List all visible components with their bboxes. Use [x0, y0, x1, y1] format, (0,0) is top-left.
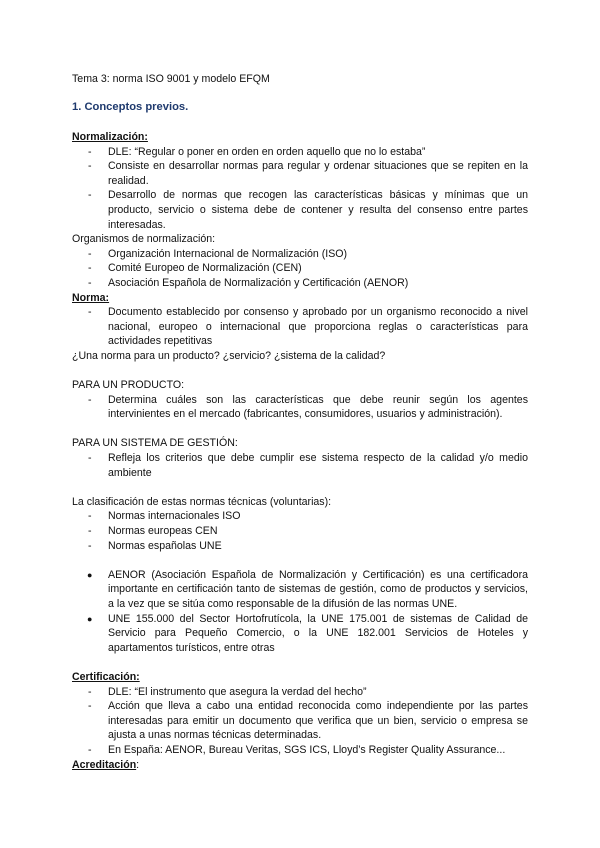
- list-item: - Determina cuáles son las características que debe reunir según los agentes intervinientes en el mercado (fabricantes, consumidores, usuarios y administración).: [88, 393, 528, 421]
- dash-marker: -: [88, 539, 92, 552]
- list-item: - Comité Europeo de Normalización (CEN): [88, 262, 302, 275]
- dash-marker: -: [88, 189, 92, 202]
- heading-acreditacion: Acreditación: [72, 758, 137, 771]
- list-item: - En España: AENOR, Bureau Veritas, SGS ICS, Lloyd’s Register Quality Assurance...: [88, 743, 506, 756]
- dash-marker: -: [88, 452, 92, 465]
- bullet-item: ● UNE 155.000 del Sector Hortofrutícola, la UNE 175.001 de sistemas de Calidad de Servicio para Pequeño Comercio, o la UNE 182.001 Servicios de Hoteles y apartamentos turísticos, entre otras: [87, 612, 528, 654]
- bullet-marker: ●: [87, 613, 93, 624]
- bullet-marker: ●: [87, 569, 93, 580]
- dash-marker: -: [88, 685, 92, 698]
- list-item: - DLE: “Regular o poner en orden en orden aquello que no lo estaba”: [88, 145, 426, 158]
- organismos-label: Organismos de normalización:: [72, 233, 216, 246]
- clasificacion-list: [72, 509, 528, 553]
- norma-question: ¿Una norma para un producto? ¿servicio? ¿sistema de la calidad?: [72, 349, 386, 362]
- document-title: Tema 3: norma ISO 9001 y modelo EFQM: [72, 73, 270, 85]
- organismos-list: [72, 247, 528, 291]
- sistema-label: PARA UN SISTEMA DE GESTIÓN:: [72, 437, 238, 450]
- list-item: - Consiste en desarrollar normas para regular y ordenar situaciones que se repiten en la realidad.: [88, 160, 528, 187]
- spacer: [72, 655, 528, 670]
- dash-marker: -: [88, 393, 92, 406]
- list-item: - Acción que lleva a cabo una entidad reconocida como independiente por las partes interesadas para emitir un documento que verifica que un bien, servicio o empresa se ajusta a unas normas técnicas determinadas.: [88, 700, 528, 742]
- dash-marker: -: [88, 525, 92, 538]
- producto-label: PARA UN PRODUCTO:: [72, 379, 185, 392]
- spacer: [72, 480, 528, 495]
- normalizacion-list: [72, 145, 528, 233]
- spacer: [72, 553, 528, 568]
- spacer: [72, 422, 528, 437]
- clasificacion-bullets: [72, 568, 528, 656]
- list-item: - Desarrollo de normas que recogen las características básicas y mínimas que un producto, servicio o sistema debe de contener y resulta del consenso entre partes interesadas.: [88, 189, 528, 231]
- dash-marker: -: [88, 276, 92, 289]
- list-item: - Documento establecido por consenso y aprobado por un organismo reconocido a nivel nacional, europeo o internacional que proporciona reglas o características para actividades repetitivas: [88, 306, 528, 348]
- acreditacion-line: Acreditación:: [72, 758, 140, 771]
- heading-normalizacion: Normalización:: [72, 131, 148, 143]
- section-heading: 1. Conceptos previos.: [72, 101, 189, 113]
- document-body: [72, 130, 528, 772]
- dash-marker: -: [88, 510, 92, 523]
- heading-norma: Norma:: [72, 291, 110, 304]
- bullet-item: ● AENOR (Asociación Española de Normalización y Certificación) es una certificadora importante en certificación tanto de sistemas de gestión, como de productos y servicios, a la vez que se sitúa como responsable de la difusión de las normas UNE.: [87, 568, 528, 610]
- dash-marker: -: [88, 743, 92, 756]
- dash-marker: -: [88, 247, 92, 260]
- dash-marker: -: [88, 306, 92, 319]
- spacer: [72, 364, 528, 379]
- dash-marker: -: [88, 700, 92, 713]
- producto-list: [72, 393, 528, 422]
- list-item: - Asociación Española de Normalización y Certificación (AENOR): [88, 276, 409, 289]
- sistema-list: [72, 451, 528, 480]
- list-item: - Refleja los criterios que debe cumplir ese sistema respecto de la calidad y/o medio ambiente: [88, 452, 528, 479]
- heading-certificacion: Certificación:: [72, 670, 140, 683]
- dash-marker: -: [88, 145, 92, 158]
- list-item: - Organización Internacional de Normalización (ISO): [88, 247, 348, 260]
- list-item: - Normas europeas CEN: [88, 525, 218, 538]
- list-item: - Normas internacionales ISO: [88, 510, 241, 523]
- clasificacion-label: La clasificación de estas normas técnicas (voluntarias):: [72, 495, 332, 508]
- list-item: - Normas españolas UNE: [88, 539, 222, 552]
- certificacion-list: [72, 685, 528, 758]
- dash-marker: -: [88, 262, 92, 275]
- list-item: - DLE: “El instrumento que asegura la verdad del hecho”: [88, 685, 367, 698]
- dash-marker: -: [88, 160, 92, 173]
- norma-list: [72, 305, 528, 349]
